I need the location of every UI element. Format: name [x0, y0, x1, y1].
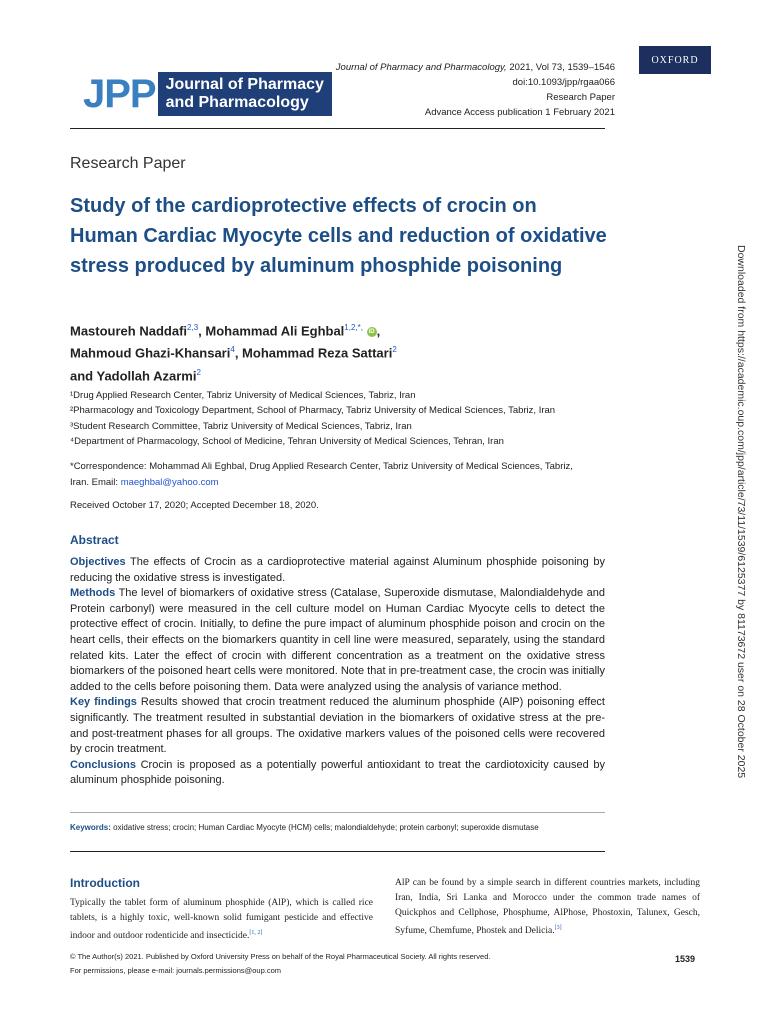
abstract-methods: Methods The level of biomarkers of oxidative stress (Catalase, Superoxide dismutase, Malondialdehyde and Protein carbonyl) were measured in the cell culture model on Human Cardiac Myocyte cells to detect the protective effect of crocin. Initially, to define the pure impact of aluminum phosphide poison and crocin on the heart cells, their effects on the biomarkers quantity in cell line were measured, separately, using the standard related kits. Later the effect of crocin with different concentration as a treatment on the oxidative stress biomarkers of the poisoned heart cells were monitored. Note that in pre-treatment case, the crocin was initially added to the cells before poisoning them. Data were analyzed using the analysis of variance method. [70, 587, 605, 693]
publication-note: Advance Access publication 1 February 2021 [424, 107, 615, 118]
abstract-body [70, 555, 605, 789]
abstract-conclusions: Conclusions Crocin is proposed as a potentially powerful antioxidant to treat the cardiotoxicity caused by aluminum phosphide poisoning. [70, 758, 605, 787]
affiliation: ⁴Department of Pharmacology, School of Medicine, Tehran University of Medical Sciences, Tehran, Iran [70, 435, 504, 447]
journal-citation: Journal of Pharmacy and Pharmacology, 2021, Vol 73, 1539–1546 [335, 62, 615, 73]
publisher-badge: OXFORD [639, 46, 711, 74]
header-divider [70, 128, 605, 129]
permissions-note: For permissions, please e-mail: journals.permissions@oup.com [70, 966, 282, 975]
abstract-objectives: Objectives The effects of Crocin as a cardioprotective material against Aluminum phosphide poisoning by reducing the oxidative stress is investigated. [70, 556, 605, 584]
author-affiliation-ref: 2 [392, 345, 397, 355]
affiliation: ³Student Research Committee, Tabriz University of Medical Sciences, Tabriz, Iran [70, 420, 412, 432]
author[interactable]: Mahmoud Ghazi-Khansari [70, 345, 231, 361]
author[interactable]: Mohammad Ali Eghbal [205, 323, 345, 339]
logo-journal-name: Journal of Pharmacy and Pharmacology [158, 72, 332, 116]
footer [70, 950, 610, 978]
introduction-column-1: Typically the tablet form of aluminum phosphide (AlP), which is called rice tablets, is a highly toxic, well-known solid fumigant pesticide and effective indoor and outdoor rodenticide and insecticide.[1, 2] [70, 898, 373, 942]
copyright: © The Author(s) 2021. Published by Oxford University Press on behalf of the Royal Pharmaceutical Society. All rights reserved. [70, 952, 491, 961]
abstract-heading: Abstract [70, 533, 119, 547]
author-affiliation-ref: 2,3 [187, 323, 199, 332]
orcid-icon[interactable]: iD [368, 328, 375, 335]
introduction-column-2: AlP can be found by a simple search in different countries markets, including Iran, India, Sri Lanka and Morocco under the common trade names of Quickphos and Cellphose, Phosphume, AlPhose, Phostoxin, Talunex, Gesch, Syfume, Chemfume, Phostek and Delicia.[3] [395, 878, 700, 937]
article-type: Research Paper [546, 92, 615, 103]
email-link[interactable]: maeghbal@yahoo.com [120, 476, 219, 488]
reference-link[interactable]: [1, 2] [249, 930, 263, 936]
journal-logo [83, 70, 332, 118]
reference-link[interactable]: [3] [554, 925, 562, 931]
introduction-heading: Introduction [70, 876, 140, 890]
page-number: 1539 [675, 954, 696, 964]
affiliation: ²Pharmacology and Toxicology Department, School of Pharmacy, Tabriz University of Medical Sciences, Tabriz, Iran [70, 405, 556, 417]
body-divider [70, 851, 605, 852]
keywords: Keywords: oxidative stress; crocin; Human Cardiac Myocyte (HCM) cells; malondialdehyde; protein carbonyl; superoxide dismutase [70, 823, 539, 832]
received-dates: Received October 17, 2020; Accepted December 18, 2020. [70, 500, 319, 511]
author-affiliation-ref: 4 [230, 345, 235, 355]
affiliation: ¹Drug Applied Research Center, Tabriz University of Medical Sciences, Tabriz, Iran [70, 390, 416, 401]
correspondence: *Correspondence: Mohammad Ali Eghbal, Drug Applied Research Center, Tabriz University of Medical Sciences, Tabriz, Iran. Email: maeghbal@yahoo.com [70, 461, 573, 488]
affiliations [70, 388, 630, 449]
keywords-divider [70, 812, 605, 813]
doi[interactable]: doi:10.1093/jpp/rgaa066 [512, 77, 615, 88]
abstract-key-findings: Key findings Results showed that crocin treatment reduced the aluminum phosphide (AlP) poisoning effect significantly. The treatment resulted in substantial deviation in the biomarkers of oxidative stress at the pre- and post-treatment phases for all groups. The oxidative markers values of the poisoned cells were recovered by crocin treatment. [70, 696, 605, 756]
author-list: Mastoureh Naddafi$^{2,3}$, Mohammad Ali Eghbal$^{1,2,*,}$ iD , Mahmoud Ghazi-Khansari$^4$, Mohammad Reza Sattari$^2$ and Yadollah Azarmi$^2$ [70, 323, 397, 383]
author-affiliation-ref: 2 [196, 367, 201, 377]
logo-mark: JPP [83, 72, 156, 116]
paper-title: Study of the cardioprotective effects of crocin on Human Cardiac Myocyte cells and reduction of oxidative stress produced by aluminum phosphide poisoning [70, 195, 607, 277]
author[interactable]: Mohammad Reza Sattari [242, 345, 393, 361]
article-metadata [315, 60, 615, 120]
author[interactable]: and Yadollah Azarmi [70, 367, 197, 383]
author[interactable]: Mastoureh Naddafi [70, 323, 188, 339]
download-side-note: Downloaded from https://academic.oup.com/jpp/article/73/11/1539/6125377 by 81173672 user on 28 October 2025 [735, 245, 747, 779]
section-label: Research Paper [70, 155, 186, 172]
author-affiliation-ref: 1,2,*, [344, 323, 363, 332]
